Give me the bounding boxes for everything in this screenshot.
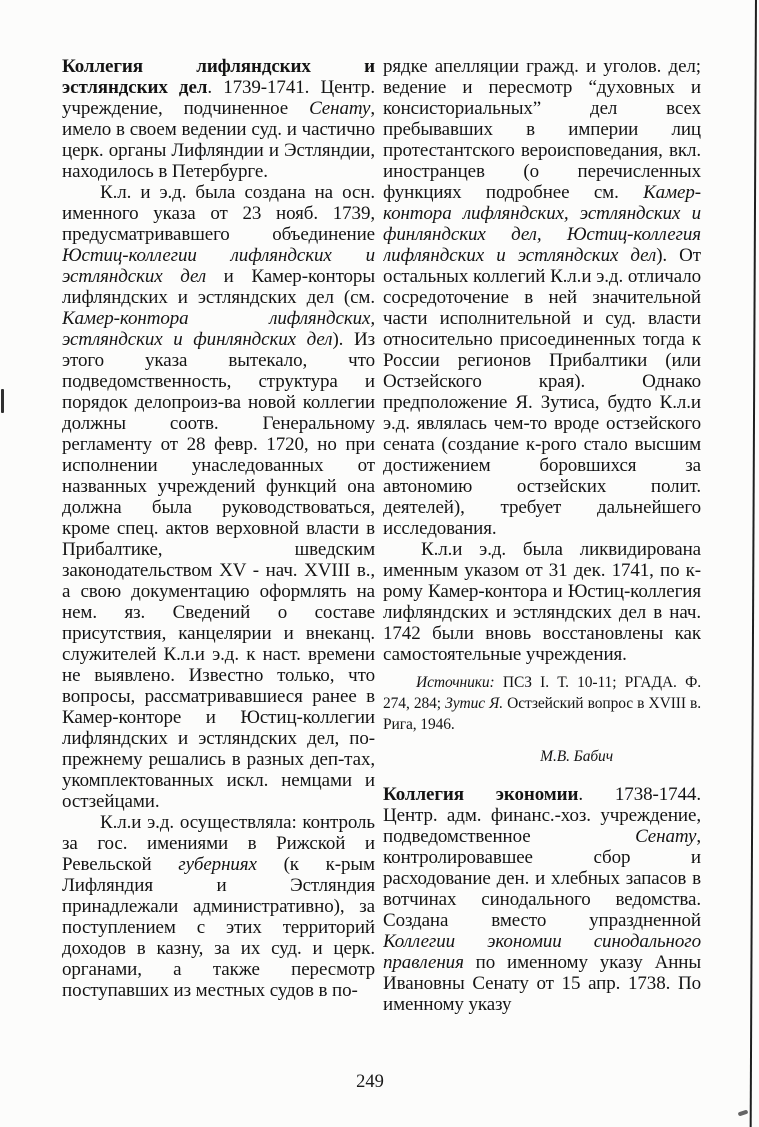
text-segment: К.л.и э.д. была ликвидирована именным указом от 31 дек. 1741, по к-рому Камер-контора и Юстиц-коллегия лифляндских и эстляндских дел в нач. 1742 были вновь восстановлены как самостоятельные учреждения.	[383, 539, 701, 665]
text-segment: Коллегии экономии синодального правления	[383, 931, 701, 973]
page-number: 249	[356, 1072, 384, 1092]
text-segment: Коллегия лифляндских и эстляндских дел	[62, 56, 375, 98]
sources-paragraph	[383, 672, 701, 735]
page-edge-scan-line	[750, 0, 757, 1127]
scan-artifact-left-mark	[1, 389, 4, 413]
text-segment: Остзейский вопрос в XVIII в. Рига, 1946.	[383, 695, 701, 733]
text-segment: . 1738-1744. Центр. адм. финанс.-хоз. учреждение, подведомственное	[383, 784, 701, 847]
text-segment: Юстиц-коллегии лифляндских и эстляндских дел	[62, 245, 375, 287]
author-signature	[383, 747, 701, 767]
paragraph	[62, 182, 375, 812]
text-columns	[62, 56, 701, 1068]
text-segment: К.л. и э.д. была создана на осн. именного указа от 23 нояб. 1739, предусматривавшего объединение	[62, 182, 375, 245]
text-segment: Сенату	[309, 98, 371, 119]
paragraph	[62, 812, 375, 1001]
paragraph	[383, 539, 701, 665]
text-segment: К.л.и э.д. осуществляла: контроль за гос. имениями в Рижской и Ревельской	[62, 812, 375, 875]
paragraph	[383, 56, 701, 539]
left-column	[62, 56, 375, 1068]
text-segment: Коллегия экономии	[383, 784, 579, 805]
text-segment: . 1739-1741. Центр. учреждение, подчиненное	[62, 77, 375, 119]
text-segment: ПСЗ I. Т. 10-11; РГАДА. Ф. 274, 284;	[383, 674, 701, 712]
entry-heading-paragraph	[383, 784, 701, 1015]
text-segment: по именному указу Анны Ивановны Сенату от 15 апр. 1738. По именному указу	[383, 952, 701, 1015]
text-segment: и Камер-конторы лифляндских и эстляндских дел (см.	[62, 266, 375, 308]
text-segment: Камер-контора лифляндских, эстляндских и финляндских дел	[62, 308, 375, 350]
text-segment: Источники:	[416, 674, 495, 691]
right-column	[383, 56, 701, 1068]
text-segment: , контролировавшее сбор и расходование ден. и хлебных запасов в вотчинах синодального ведомства. Создана вместо упраздненной	[383, 826, 701, 931]
text-segment: губерниях	[178, 854, 257, 875]
text-segment: Зутис Я.	[445, 695, 504, 712]
text-segment: (к к-рым Лифляндия и Эстляндия принадлежали административно), за поступлением с этих территорий доходов в казну, за их суд. и церк. органами, а также пересмотр поступавших из местных судов в по-	[62, 854, 375, 1001]
text-segment: Сенату	[635, 826, 697, 847]
text-segment: рядке апелляции гражд. и уголов. дел; ведение и пересмотр “духовных и консисториальных” дел всех пребывавших в империи лиц протестантского вероисповедания, вкл. иностранцев (о перечисленных функциях подробнее см.	[383, 56, 701, 203]
text-segment: М.В. Бабич	[540, 748, 613, 765]
text-segment: ). Из этого указа вытекало, что подведомственность, структура и порядок делопроиз-ва новой коллегии должны соотв. Генеральному регламенту от 28 февр. 1720, но при исполнении унаследованных от названных учреждений функций она должна была руководствоваться, кроме спец. актов верховной власти в Прибалтике, шведским законодательством XV - нач. XVIII в., а свою документацию оформлять на нем. яз. Сведений о составе присутствия, канцелярии и внеканц. служителей К.л.и э.д. к наст. времени не выявлено. Известно только, что вопросы, рассматривавшиеся ранее в Камер-конторе и Юстиц-коллегии лифляндских и эстляндских дел, по-прежнему решались в разных деп-тах, укомплектованных искл. немцами и остзейцами.	[62, 329, 375, 812]
text-segment: , имело в своем ведении суд. и частично церк. органы Лифляндии и Эстляндии, находилось в Петербурге.	[62, 98, 375, 182]
entry-heading-paragraph	[62, 56, 375, 182]
text-segment: ). От остальных коллегий К.л.и э.д. отличало сосредоточение в ней значительной части исполнительной и суд. власти относительно присоединенных тогда к России регионов Прибалтики (или Остзейского края). Однако предположение Я. Зутиса, будто К.л.и э.д. являлась чем-то вроде остзейского сената (создание к-рого стало высшим достижением боровшихся за автономию остзейских полит. деятелей), требует дальнейшего исследования.	[383, 245, 701, 539]
scan-artifact-corner-smudge	[738, 1110, 749, 1117]
text-segment: Камер-контора лифляндских, эстляндских и финляндских дел, Юстиц-коллегия лифляндских и эстляндских дел	[383, 182, 701, 266]
